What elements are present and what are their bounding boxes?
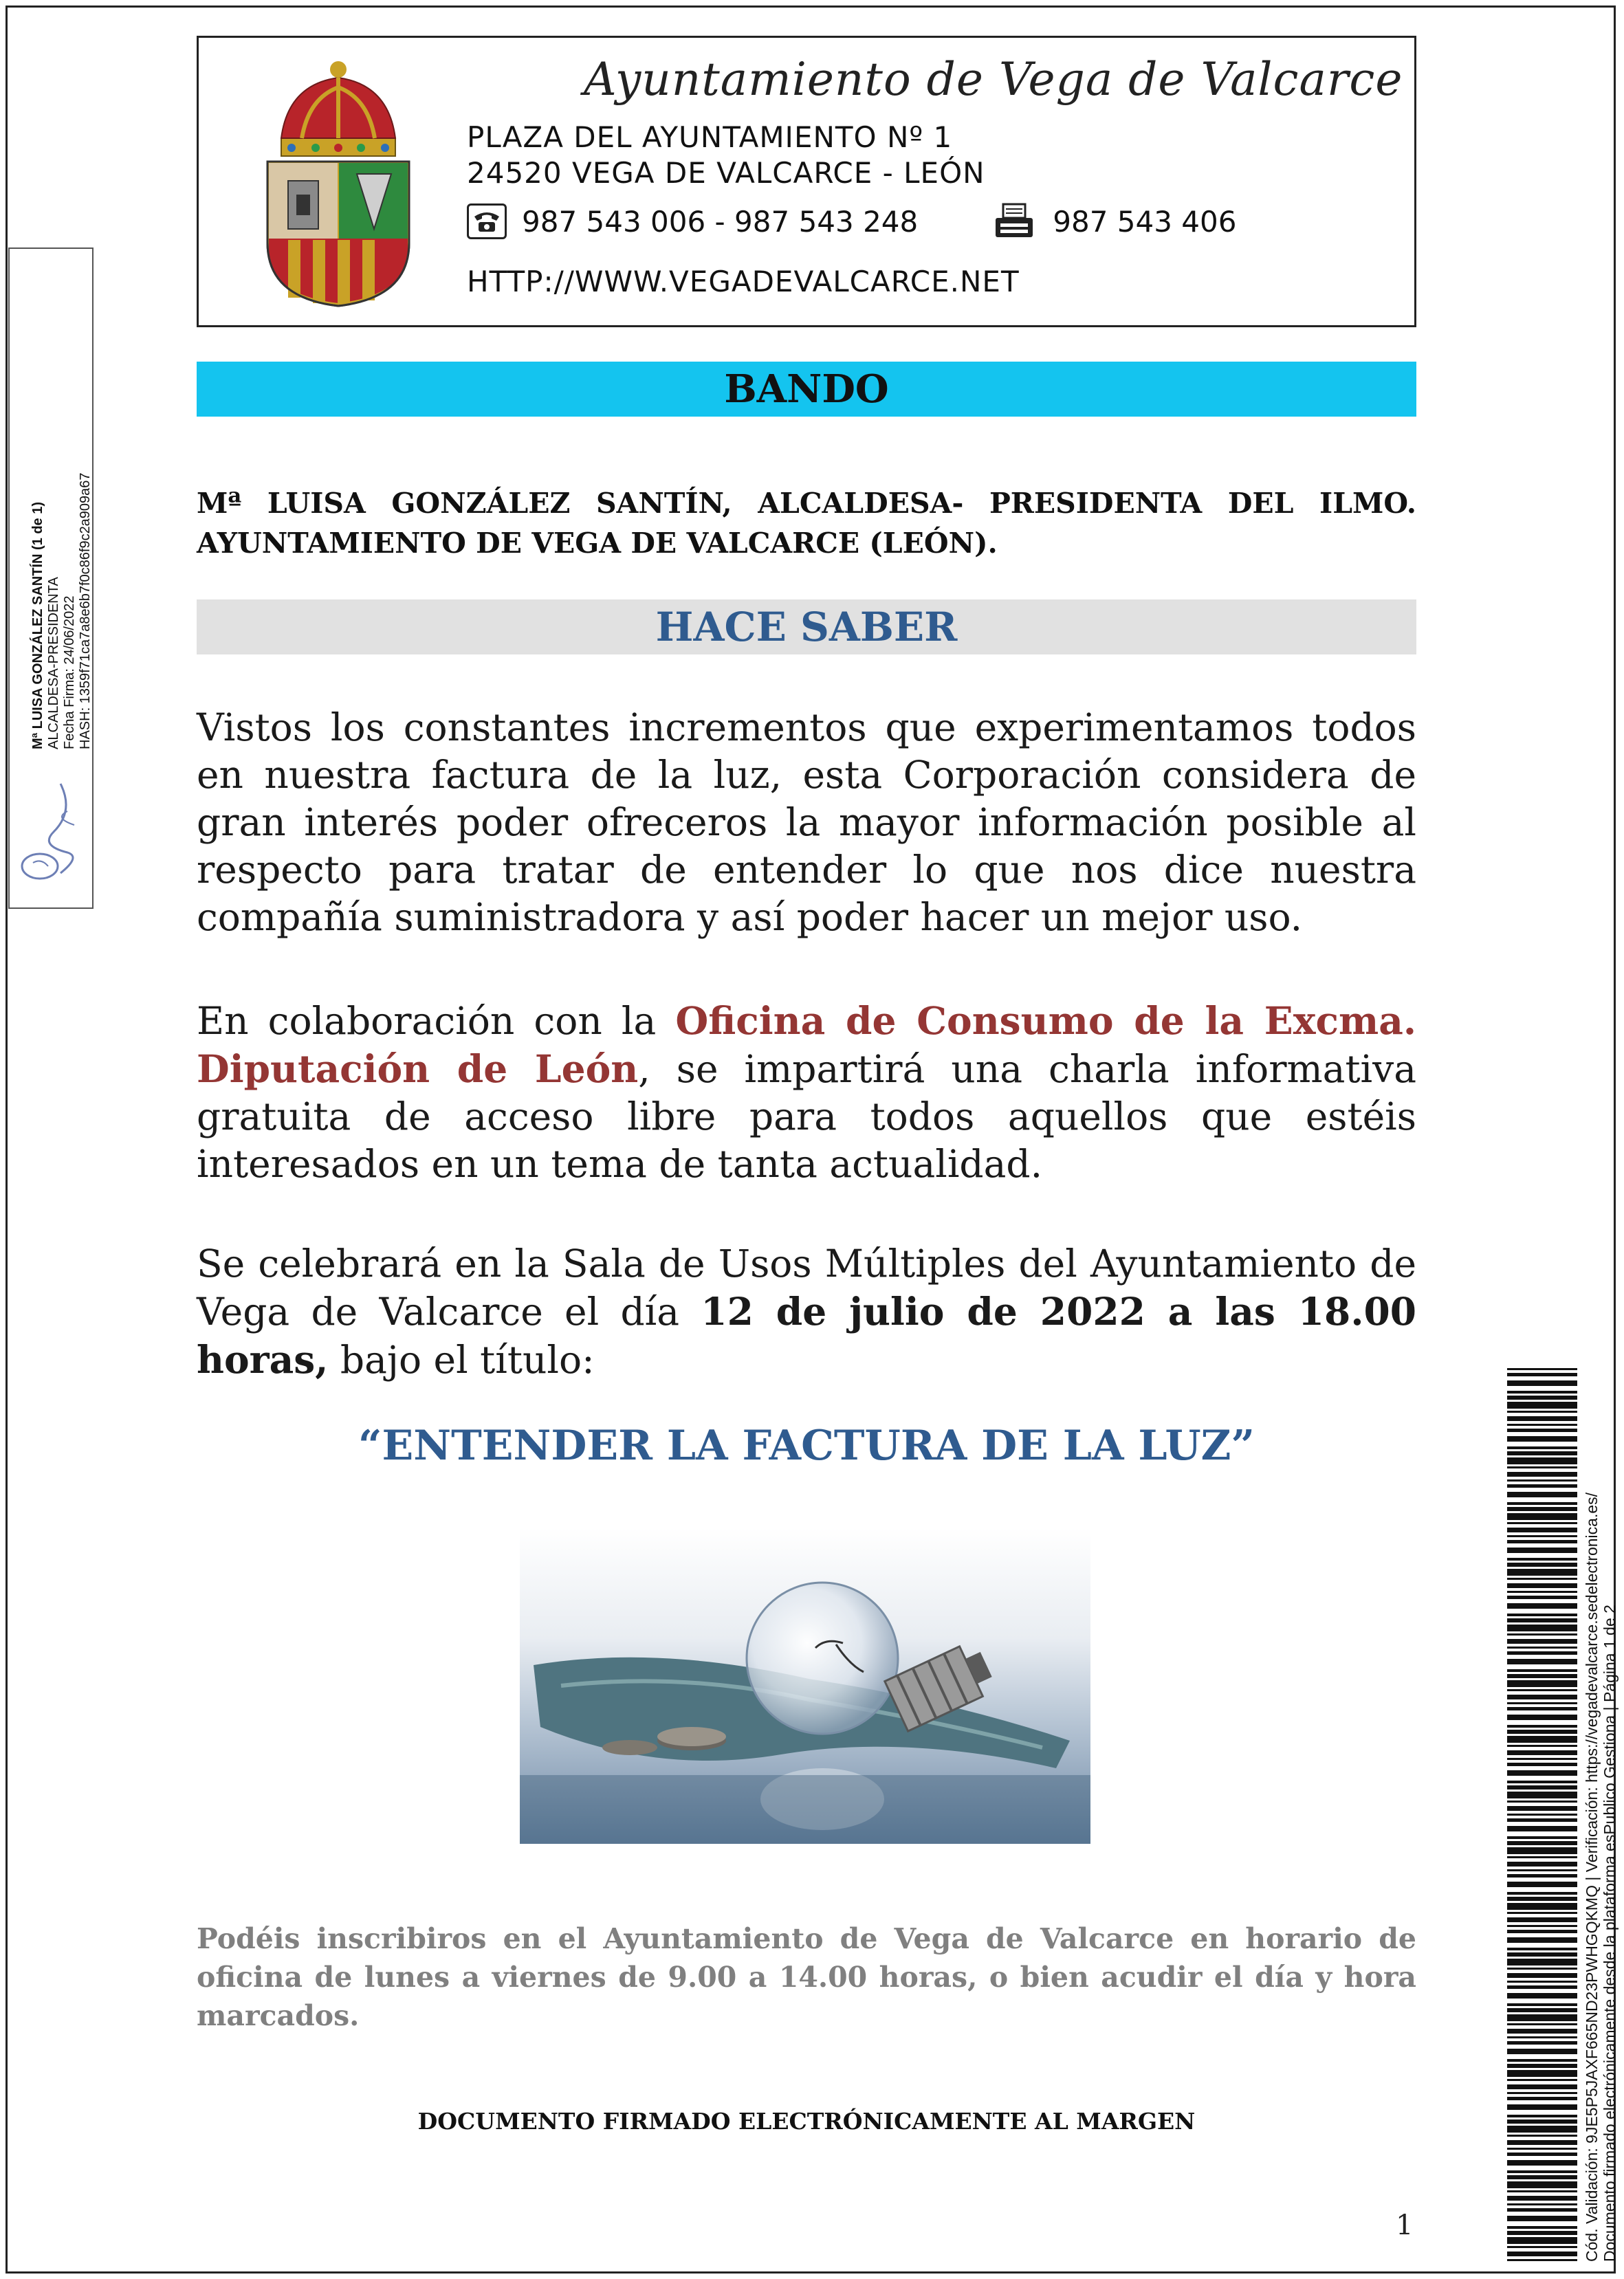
address-line-2: 24520 VEGA DE VALCARCE - LEÓN bbox=[467, 156, 985, 190]
signer-role: ALCALDESA-PRESIDENTA bbox=[46, 577, 61, 749]
registration-note: Podéis inscribiros en el Ayuntamiento de Vega de Valcarce en horario de oficina de lunes a viernes de 9.00 a 14.00 horas, o bien acudir el día y hora marcados. bbox=[197, 1922, 1416, 2032]
fax-number: 987 543 406 bbox=[1053, 204, 1237, 239]
verification-code-line: Cód. Validación: 9JE5P5JAXF665ND23PWHGQKMQ | Verificación: https://vegadevalcarce.sedelectronica.es/ bbox=[1583, 1492, 1601, 2262]
hace-saber-title: HACE SABER bbox=[655, 604, 958, 650]
paragraph-event-end: bajo el título: bbox=[328, 1338, 595, 1382]
bando-title: BANDO bbox=[724, 366, 889, 412]
signature-date: Fecha Firma: 24/06/2022 bbox=[62, 595, 77, 749]
barcode-icon bbox=[1507, 1368, 1577, 2262]
paragraph-collaboration-end: , se impartirá una charla informativa gratuita de acceso libre para todos aquellos que estéis interesados en un tema de tanta actualidad. bbox=[197, 1047, 1417, 1186]
paragraph-event-start: Se celebrará en la Sala de Usos Múltiples del Ayuntamiento de Vega de Valcarce el día bbox=[197, 1242, 1416, 1334]
phone-numbers: 987 543 006 - 987 543 248 bbox=[522, 204, 919, 239]
verification-details bbox=[1583, 1493, 1618, 2262]
handwritten-signature-icon bbox=[12, 770, 88, 887]
signature-details bbox=[30, 472, 94, 749]
paragraph-event-details bbox=[197, 1240, 1416, 1384]
paragraph-intro: Vistos los constantes incrementos que experimentamos todos en nuestra factura de la luz, esta Corporación considera de gran interés poder ofreceros la mayor información posible al respecto para tratar de entender lo que nos dice nuestra compañía suministradora y así poder hacer un mejor uso. bbox=[197, 705, 1416, 939]
bando-banner bbox=[197, 362, 1416, 417]
letterhead bbox=[197, 36, 1416, 327]
event-date-time: 12 de julio de 2022 a las 18.00 horas, bbox=[197, 1289, 1417, 1382]
page-number: 1 bbox=[1396, 2210, 1414, 2241]
mayor-heading-line-1: Mª LUISA GONZÁLEZ SANTÍN, ALCALDESA- PRESIDENTA DEL ILMO. bbox=[197, 487, 1416, 520]
light-bulb-photo bbox=[520, 1528, 1090, 1844]
hace-saber-banner bbox=[197, 599, 1416, 654]
address-line-1: PLAZA DEL AYUNTAMIENTO Nº 1 bbox=[467, 120, 953, 154]
platform-page-line: Documento firmado electrónicamente desde la plataforma esPublico Gestiona | Página 1 de 2 bbox=[1601, 1605, 1618, 2262]
mayor-heading-line-2: AYUNTAMIENTO DE VEGA DE VALCARCE (LEÓN). bbox=[197, 527, 998, 560]
fax-icon bbox=[994, 203, 1035, 240]
signature-hash: HASH: 1359f71ca7a8e6b7f0c86f9c2a909a67 bbox=[78, 472, 93, 749]
telephone-icon bbox=[467, 203, 507, 239]
website-url: HTTP://WWW.VEGADEVALCARCE.NET bbox=[467, 265, 1020, 298]
town-hall-title: Ayuntamiento de Vega de Valcarce bbox=[584, 53, 1403, 106]
talk-title: “ENTENDER LA FACTURA DE LA LUZ” bbox=[358, 1422, 1255, 1470]
signer-name: Mª LUISA GONZÁLEZ SANTÍN (1 de 1) bbox=[30, 502, 45, 749]
paragraph-collaboration-start: En colaboración con la bbox=[197, 999, 676, 1043]
paragraph-collaboration bbox=[197, 997, 1416, 1188]
signed-document-note: DOCUMENTO FIRMADO ELECTRÓNICAMENTE AL MARGEN bbox=[417, 2108, 1196, 2135]
contact-row bbox=[467, 203, 1236, 240]
coat-of-arms-icon bbox=[261, 57, 416, 311]
consumer-office-name: Oficina de Consumo de la Excma. Diputación de León bbox=[197, 998, 1416, 1091]
